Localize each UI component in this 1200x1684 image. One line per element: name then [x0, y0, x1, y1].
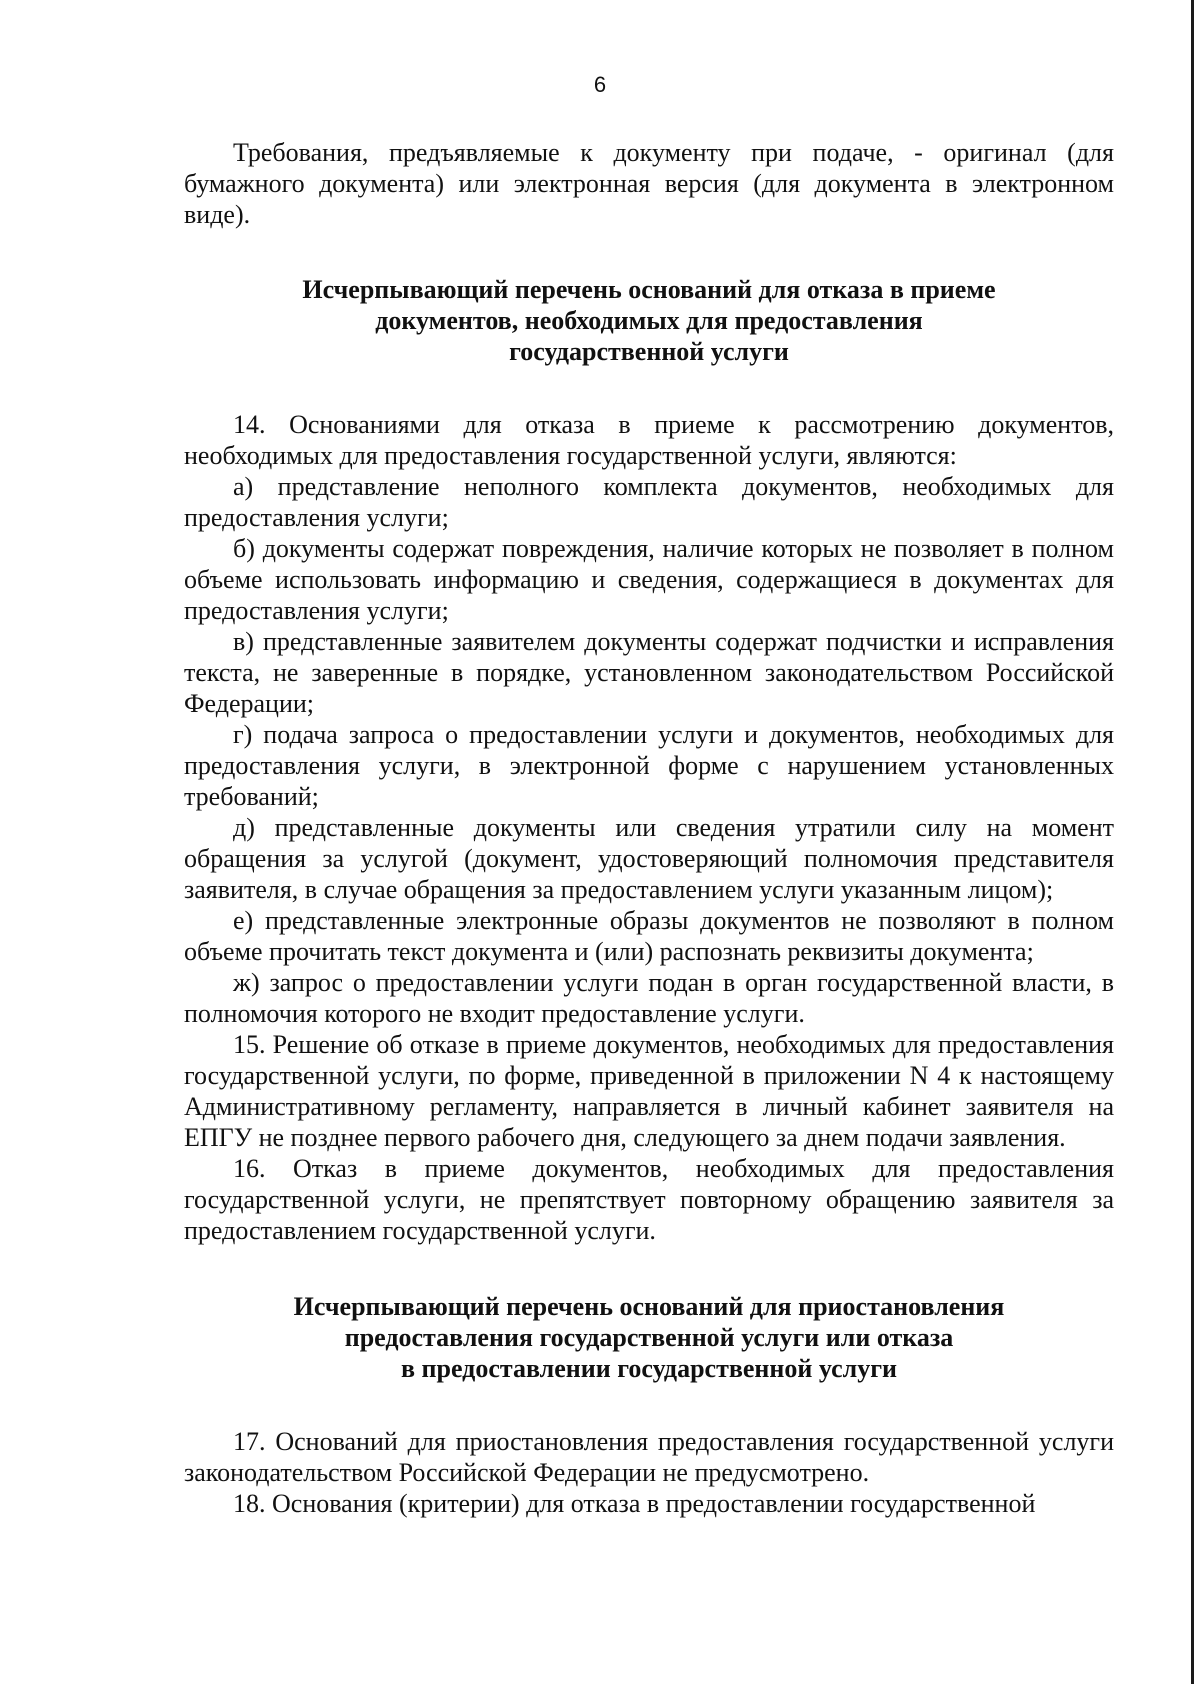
- section-heading-suspension-or-refusal: [184, 1291, 1114, 1384]
- section-heading-refusal-to-accept: [184, 274, 1114, 367]
- paragraph-17: 17. Оснований для приостановления предоставления государственной услуги законодательством Российской Федерации не предусмотрено.: [184, 1427, 1114, 1487]
- intro-paragraph: Требования, предъявляемые к документу при подаче, - оригинал (для бумажного документа) или электронная версия (для документа в электронном виде).: [184, 138, 1114, 229]
- heading-line: в предоставлении государственной услуги: [400, 1354, 897, 1383]
- paragraph-14: 14. Основаниями для отказа в приеме к рассмотрению документов, необходимых для предоставления государственной услуги, являются:: [184, 410, 1114, 470]
- paragraph-14-a: а) представление неполного комплекта документов, необходимых для предоставления услуги;: [184, 472, 1114, 532]
- paragraph-14-g: г) подача запроса о предоставлении услуги и документов, необходимых для предоставления услуги, в электронной форме с нарушением установленных требований;: [184, 720, 1114, 811]
- paragraph-14-v: в) представленные заявителем документы содержат подчистки и исправления текста, не заверенные в порядке, установленном законодательством Российской Федерации;: [184, 627, 1114, 718]
- scan-page-edge: [1191, 0, 1194, 1684]
- paragraph-14-d: д) представленные документы или сведения утратили силу на момент обращения за услугой (документ, удостоверяющий полномочия представителя заявителя, в случае обращения за предоставлением услуги указанным лицом);: [184, 813, 1114, 904]
- paragraph-18: 18. Основания (критерии) для отказа в предоставлении государственной: [233, 1489, 1036, 1518]
- paragraph-14-b: б) документы содержат повреждения, наличие которых не позволяет в полном объеме использовать информацию и сведения, содержащиеся в документах для предоставления услуги;: [184, 534, 1114, 625]
- paragraph-14-e: е) представленные электронные образы документов не позволяют в полном объеме прочитать текст документа и (или) распознать реквизиты документа;: [184, 906, 1114, 966]
- paragraph-16: 16. Отказ в приеме документов, необходимых для предоставления государственной услуги, не препятствует повторному обращению заявителя за предоставлением государственной услуги.: [184, 1154, 1114, 1245]
- paragraph-14-zh: ж) запрос о предоставлении услуги подан в орган государственной власти, в полномочия которого не входит предоставление услуги.: [184, 968, 1114, 1028]
- document-body: [184, 137, 1114, 1519]
- heading-line: Исчерпывающий перечень оснований для отказа в приеме: [302, 275, 996, 304]
- heading-line: документов, необходимых для предоставления: [375, 306, 923, 335]
- heading-line: Исчерпывающий перечень оснований для приостановления: [293, 1292, 1005, 1321]
- heading-line: государственной услуги: [509, 337, 789, 366]
- page-number: 6: [593, 72, 607, 97]
- paragraph-15: 15. Решение об отказе в приеме документов, необходимых для предоставления государственной услуги, по форме, приведенной в приложении N 4 к настоящему Административному регламенту, направляется в личный кабинет заявителя на ЕПГУ не позднее первого рабочего дня, следующего за днем подачи заявления.: [184, 1030, 1114, 1152]
- heading-line: предоставления государственной услуги или отказа: [344, 1323, 954, 1352]
